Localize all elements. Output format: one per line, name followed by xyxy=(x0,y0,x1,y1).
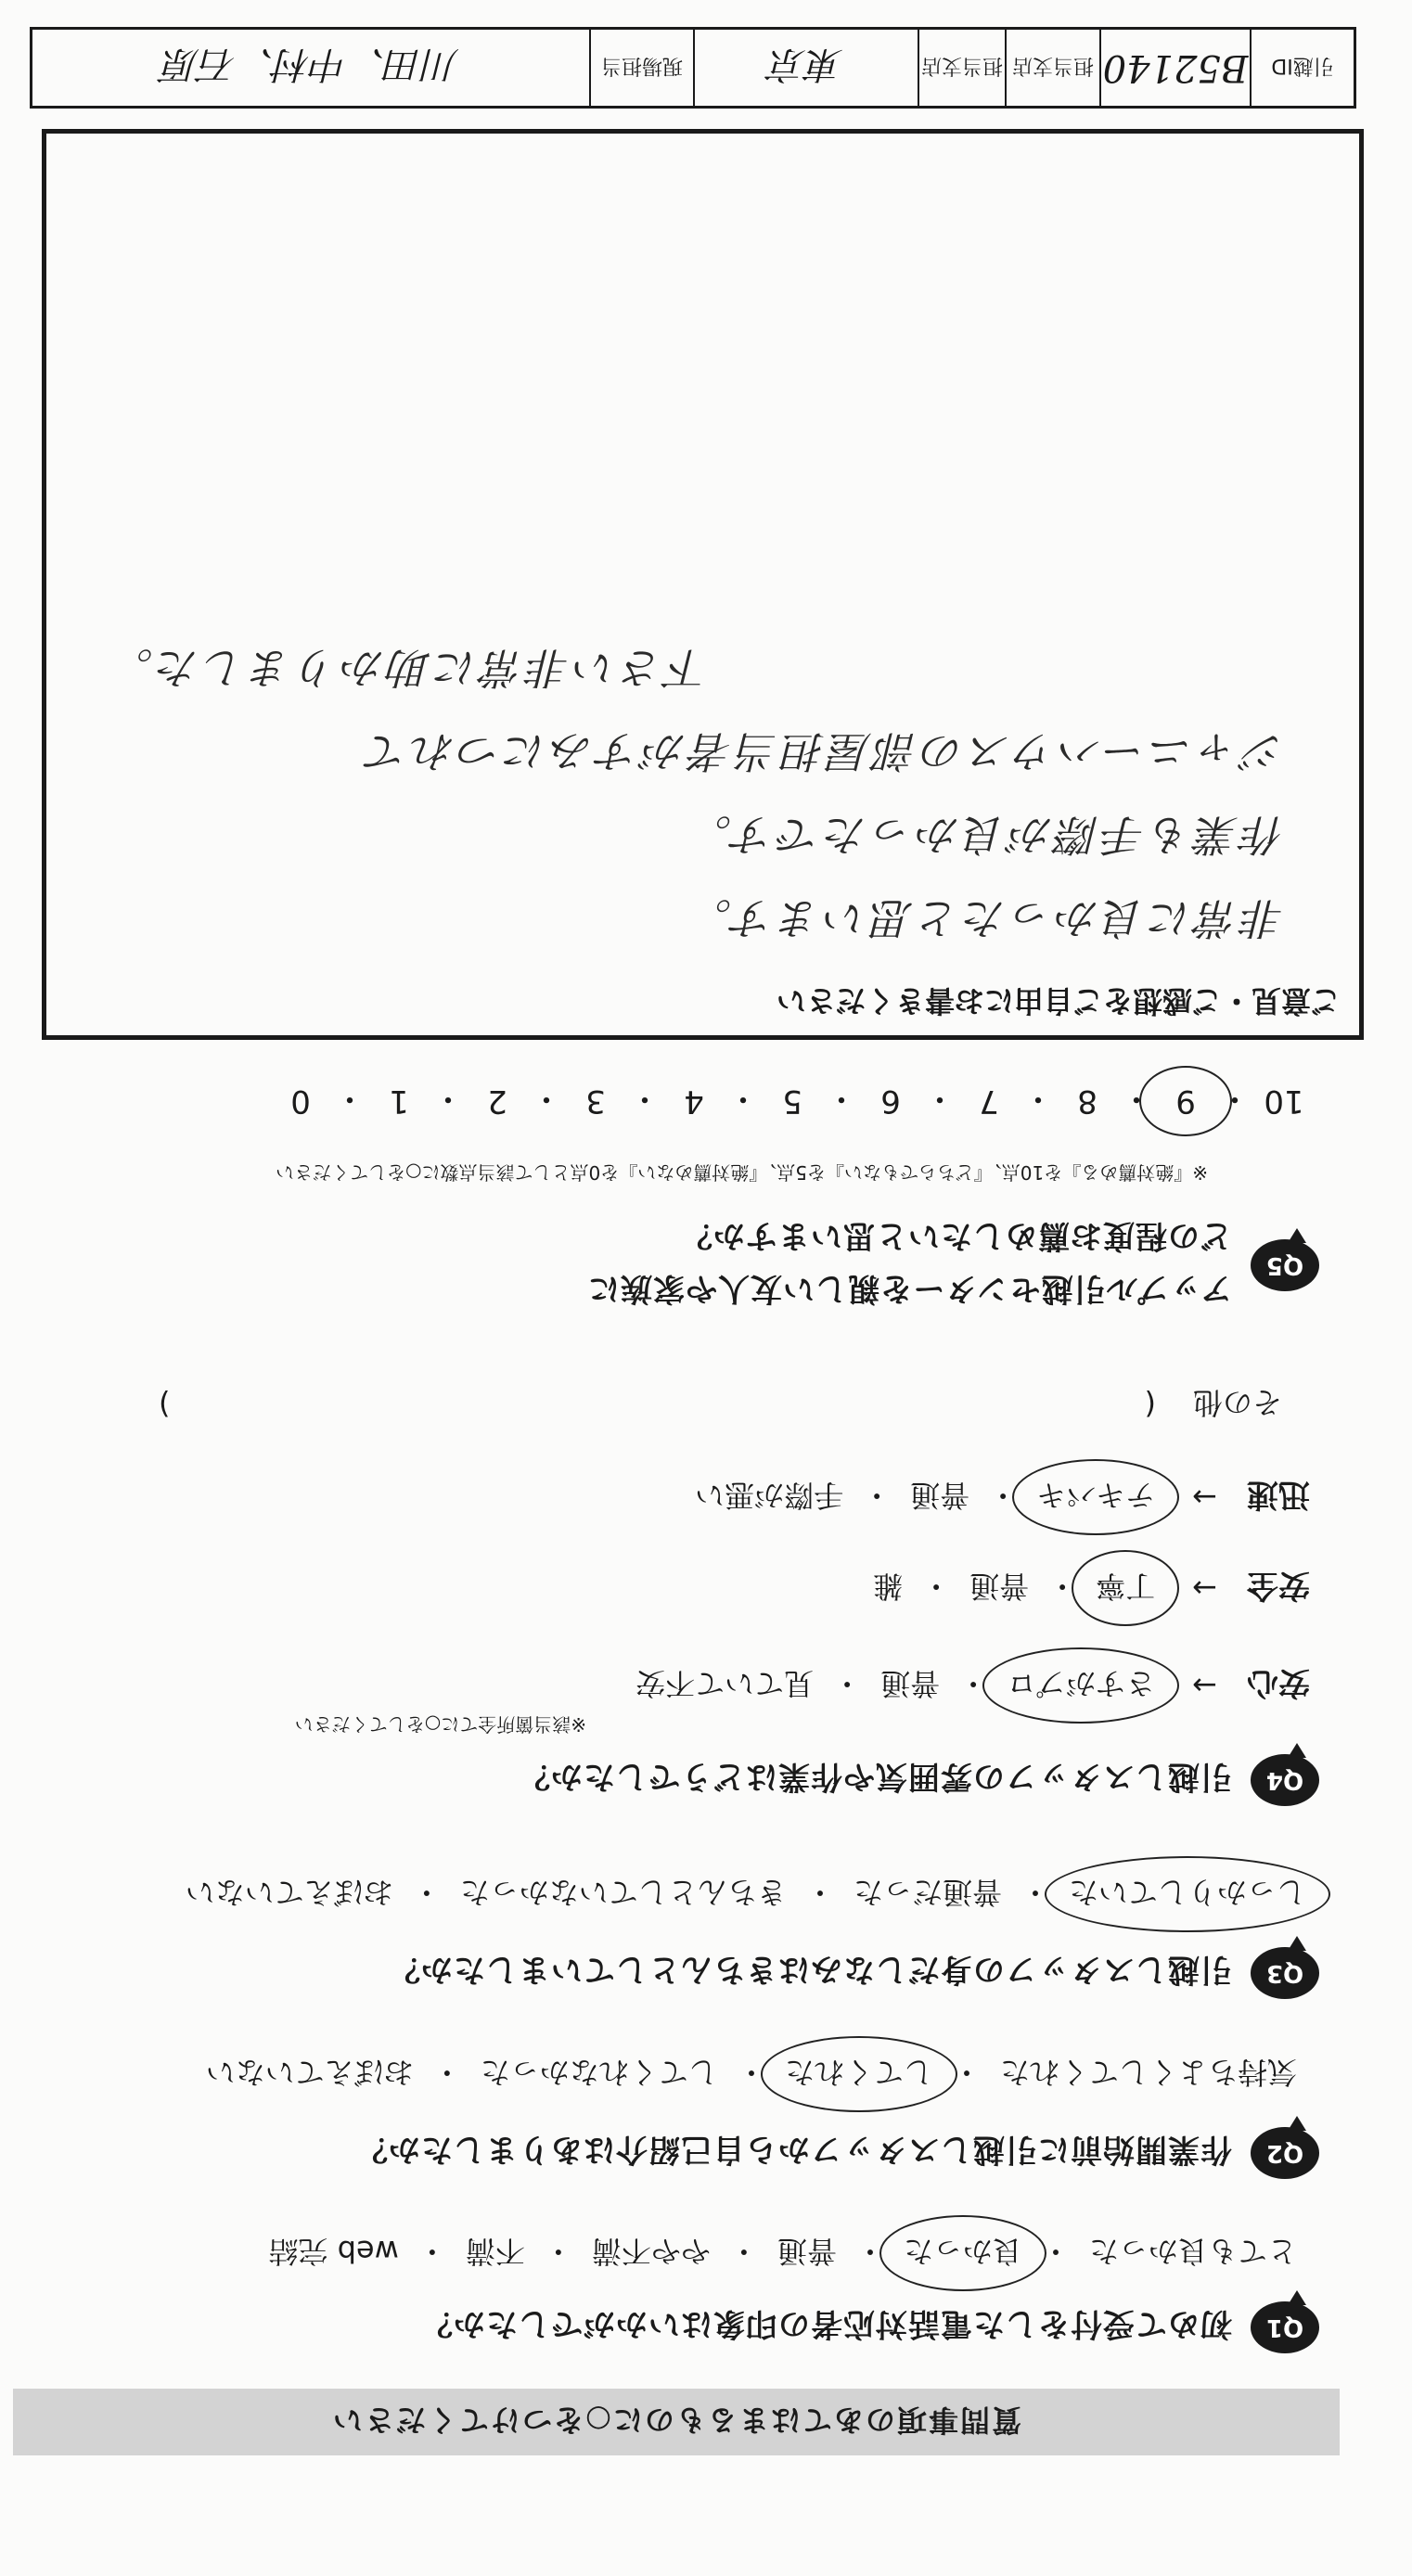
q2-option[interactable]: おぼえていない xyxy=(205,2055,414,2090)
id-table xyxy=(30,27,1356,109)
q2-option[interactable]: 気持ちよくしてくれた xyxy=(999,2055,1297,2090)
q4-option[interactable]: 普通 xyxy=(880,1666,941,1702)
comment-line: 下さい非常に助かりました。 xyxy=(107,643,710,693)
q4-option-selected[interactable]: テキパキ xyxy=(1033,1477,1159,1519)
q3-option[interactable]: 普通だった xyxy=(853,1875,1002,1910)
scale-option[interactable]: 0 xyxy=(290,1083,311,1121)
q4-badge: Q4 xyxy=(1251,1754,1319,1806)
q4-option[interactable]: 普通 xyxy=(910,1478,970,1514)
q4-other-label: その他 xyxy=(1192,1385,1282,1420)
q1-text: 初めて受付をした電話対応者の印象はいかがでしたか？ xyxy=(420,2305,1232,2343)
comment-title: ご意見・ご感想をご自由にお書きください xyxy=(776,983,1341,1019)
arrow-icon: → xyxy=(1192,1570,1217,1607)
scale-option[interactable]: 10 xyxy=(1264,1083,1304,1121)
q4-text: 引越しスタッフの雰囲気や作業はどうでしたか？ xyxy=(518,1758,1232,1796)
question-3 xyxy=(388,1947,1319,1999)
q4-option[interactable]: 手際が悪い xyxy=(695,1478,844,1514)
q5-note: ※『絶対薦める』を10点、『どちらでもない』を5点、『絶対薦めない』を0点として該当点数に○をしてください xyxy=(276,1161,1208,1184)
q2-badge: Q2 xyxy=(1251,2127,1319,2179)
q1-options: とても良かった ・ 良かった ・ 普通 ・ やや不満 ・ 不満 ・ web 完結 xyxy=(264,2232,1301,2275)
q4-other: その他 ( ) xyxy=(159,1383,1282,1426)
scale-option[interactable]: 4 xyxy=(684,1083,704,1121)
q4-row-anzen: 安全 → 丁寧 ・ 普通 ・ 雑 xyxy=(869,1566,1310,1611)
q3-badge: Q3 xyxy=(1251,1947,1319,1999)
q5-badge: Q5 xyxy=(1251,1239,1319,1291)
q1-badge: Q1 xyxy=(1251,2301,1319,2353)
id-label: 引越ID xyxy=(1250,30,1354,106)
question-4 xyxy=(518,1754,1319,1806)
staff-value: 川田、中村、石原 xyxy=(162,43,459,86)
q4-row-anshin: 安心 → さすがプロ ・ 普通 ・ 見ていて不安 xyxy=(632,1663,1310,1709)
arrow-icon: → xyxy=(1192,1480,1217,1516)
q4-row-label: 安心 xyxy=(1247,1664,1310,1701)
staff-label: 現場担当 xyxy=(589,30,693,106)
q4-row-label: 安全 xyxy=(1247,1567,1310,1604)
q3-options: しっかりしていた ・ 普通だった ・ きちんとしていなかった ・ おぼえていない xyxy=(182,1873,1310,1916)
q3-option[interactable]: おぼえていない xyxy=(185,1875,393,1910)
comment-line: 作業も手際が良かったです。 xyxy=(685,810,1285,860)
q3-option[interactable]: きちんとしていなかった xyxy=(459,1875,787,1910)
branch-label-2: 担当支店 xyxy=(918,30,1005,106)
q3-text: 引越しスタッフの身だしなみはきちんとしていましたか？ xyxy=(388,1951,1232,1989)
q4-row-label: 迅速 xyxy=(1247,1476,1310,1513)
scale-option[interactable]: 8 xyxy=(1077,1083,1098,1121)
q3-option-selected[interactable]: しっかりしていた xyxy=(1065,1873,1310,1916)
branch-label: 担当支店 xyxy=(1005,30,1099,106)
instruction-text: 質問事項のあてはまるものに○をつけてください xyxy=(331,2403,1021,2438)
comment-line: ジャニーハウスの部屋担当者がすみにつれて xyxy=(362,726,1285,776)
id-value: B52140 xyxy=(1099,30,1250,106)
question-1 xyxy=(420,2301,1319,2353)
q1-option[interactable]: web 完結 xyxy=(268,2234,399,2269)
comment-box[interactable] xyxy=(42,129,1364,1040)
scale-option[interactable]: 2 xyxy=(487,1083,507,1121)
scale-option-selected[interactable]: 9 xyxy=(1160,1083,1212,1121)
scale-option[interactable]: 6 xyxy=(880,1083,901,1121)
arrow-icon: → xyxy=(1192,1668,1217,1704)
q2-option[interactable]: してくれなかった xyxy=(480,2055,718,2090)
q1-option-selected[interactable]: 良かった xyxy=(900,2232,1026,2275)
q4-option-selected[interactable]: 丁寧 xyxy=(1092,1568,1159,1610)
branch-value: 東京 xyxy=(693,30,918,106)
scale-option[interactable]: 3 xyxy=(585,1083,606,1121)
q1-option[interactable]: とても良かった xyxy=(1088,2234,1297,2269)
q4-note: ※該当箇所全てに○をしてください xyxy=(294,1713,586,1736)
scale-option[interactable]: 5 xyxy=(782,1083,802,1121)
q2-text: 作業開始前に引越しスタッフから自己紹介はありましたか？ xyxy=(355,2131,1232,2169)
q1-option[interactable]: 普通 xyxy=(777,2234,837,2269)
q5-text: アップル引越センターを親しい友人や家族に xyxy=(587,1270,1232,1307)
q1-option[interactable]: 不満 xyxy=(465,2234,525,2269)
q4-option[interactable]: 見ていて不安 xyxy=(635,1666,815,1702)
scale-option[interactable]: 7 xyxy=(979,1083,999,1121)
q1-option[interactable]: やや不満 xyxy=(591,2234,711,2269)
q5-text-line2: どの程度お薦めしたいと思いますか？ xyxy=(680,1217,1232,1254)
question-2 xyxy=(355,2127,1319,2179)
question-5 xyxy=(587,1216,1319,1314)
q4-option[interactable]: 普通 xyxy=(969,1569,1030,1605)
comment-line: 非常に良かったと思います。 xyxy=(685,893,1285,943)
q4-option[interactable]: 雑 xyxy=(873,1569,904,1605)
instruction-banner xyxy=(13,2389,1340,2455)
q5-scale: 10 ・ 9 ・ 8 ・ 7 ・ 6 ・ 5 ・ 4 ・ 3 ・ 2 ・ 1 ・ 0 xyxy=(275,1079,1310,1124)
q2-options: 気持ちよくしてくれた ・ してくれた ・ してくれなかった ・ おぼえていない xyxy=(202,2053,1301,2095)
q4-row-jinsoku: 迅速 → テキパキ ・ 普通 ・ 手際が悪い xyxy=(691,1475,1310,1520)
scale-option[interactable]: 1 xyxy=(389,1083,409,1121)
q2-option-selected[interactable]: してくれた xyxy=(781,2053,937,2095)
q4-option-selected[interactable]: さすがプロ xyxy=(1003,1665,1159,1708)
